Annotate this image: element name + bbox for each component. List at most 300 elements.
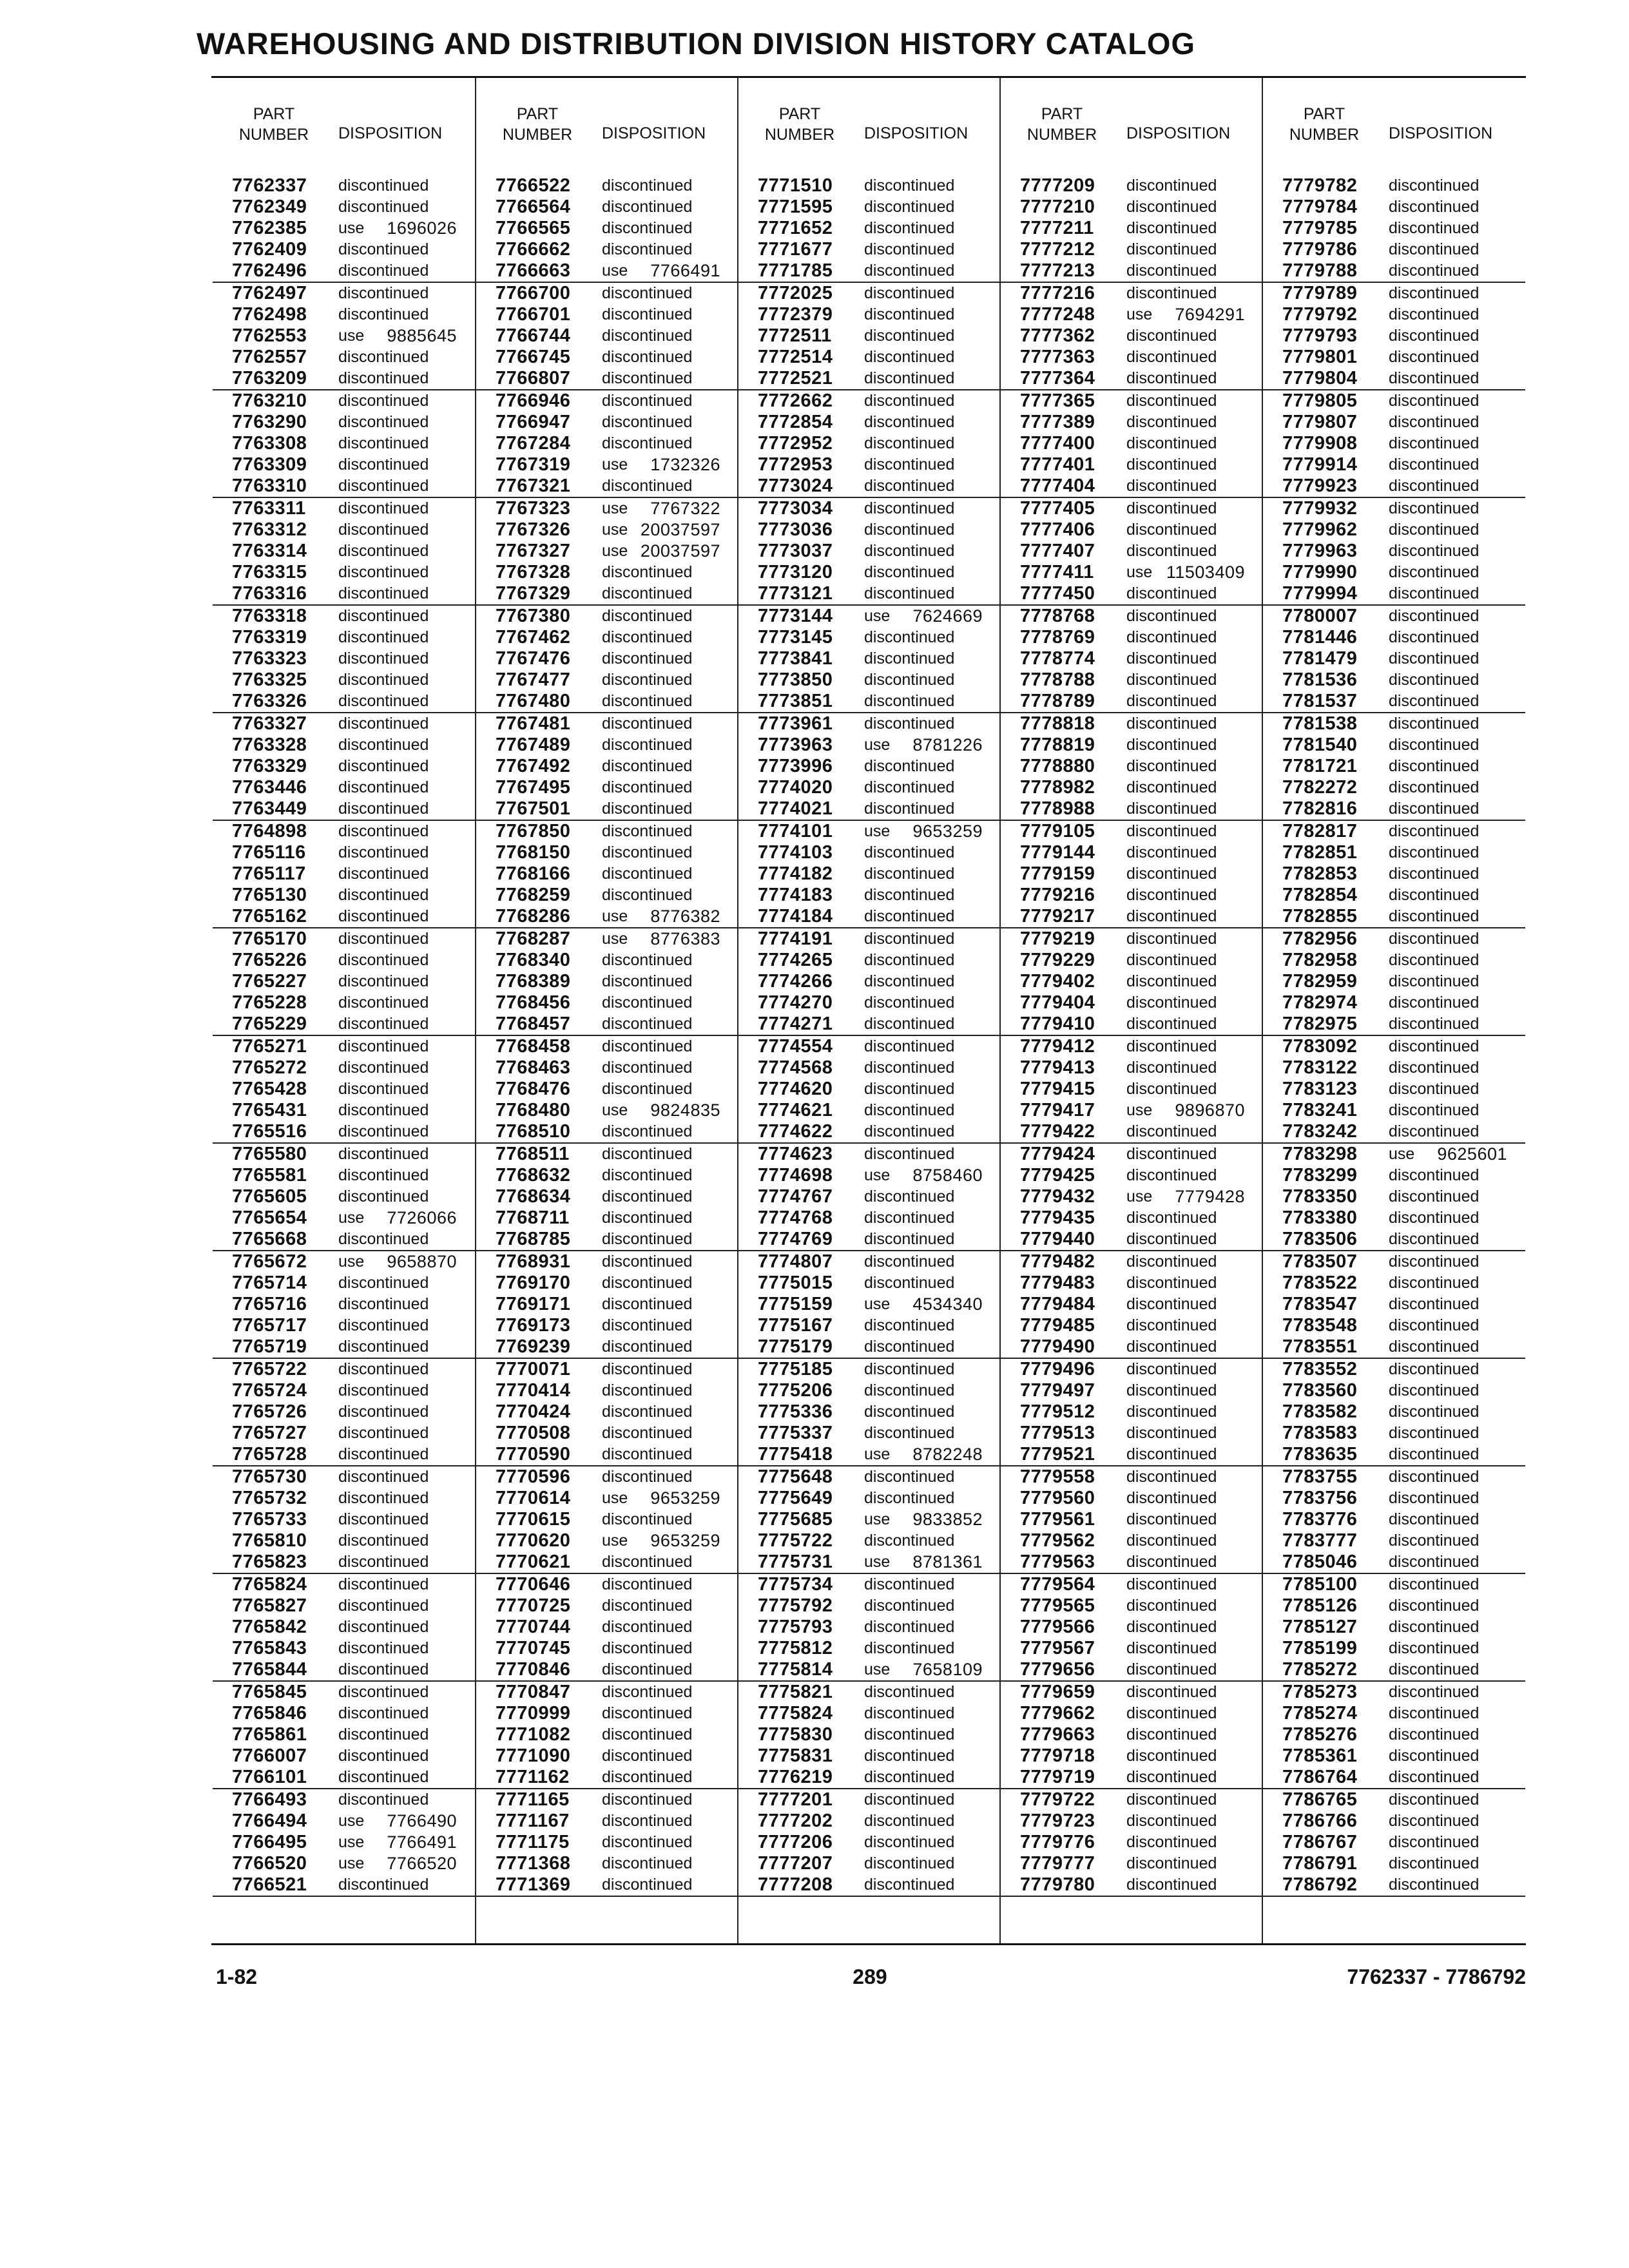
part-number: 7768510 bbox=[496, 1121, 571, 1142]
catalog-row bbox=[738, 1638, 1001, 1659]
part-number: 7786792 bbox=[1282, 1874, 1358, 1895]
disposition-use: use bbox=[338, 1812, 365, 1830]
disposition: discontinued bbox=[864, 1080, 955, 1098]
part-number: 7763323 bbox=[232, 648, 307, 669]
part-number: 7772511 bbox=[758, 325, 832, 346]
part-number: 7767380 bbox=[496, 606, 571, 626]
catalog-row bbox=[1263, 1638, 1525, 1659]
disposition: discontinued bbox=[1389, 1833, 1480, 1851]
catalog-row bbox=[1263, 735, 1525, 756]
disposition: discontinued bbox=[602, 671, 693, 689]
part-number: 7777401 bbox=[1020, 454, 1095, 475]
catalog-row bbox=[738, 950, 1001, 971]
disposition: discontinued bbox=[864, 1768, 955, 1786]
catalog-row bbox=[738, 821, 1001, 842]
disposition: discontinued bbox=[602, 240, 693, 258]
disposition: discontinued bbox=[1389, 1489, 1480, 1507]
disposition: discontinued bbox=[1126, 240, 1217, 258]
disposition: discontinued bbox=[1389, 1660, 1480, 1678]
disposition-use: use bbox=[1126, 1187, 1153, 1206]
disposition: discontinued bbox=[338, 1468, 429, 1486]
disposition: discontinued bbox=[1126, 1618, 1217, 1636]
disposition: discontinued bbox=[1389, 951, 1480, 969]
catalog-row bbox=[1001, 1509, 1263, 1530]
part-number: 7782974 bbox=[1282, 992, 1358, 1013]
part-number: 7779412 bbox=[1020, 1036, 1095, 1057]
catalog-row bbox=[1001, 347, 1263, 368]
catalog-row bbox=[1001, 1488, 1263, 1509]
part-number: 7779482 bbox=[1020, 1251, 1095, 1272]
catalog-row bbox=[476, 756, 738, 777]
catalog-row bbox=[738, 347, 1001, 368]
catalog-row bbox=[476, 218, 738, 239]
disposition: discontinued bbox=[1389, 1080, 1480, 1098]
catalog-row bbox=[1001, 1595, 1263, 1617]
part-number: 7766663 bbox=[496, 260, 571, 281]
part-number: 7777210 bbox=[1020, 197, 1095, 217]
catalog-row bbox=[738, 1874, 1001, 1897]
disposition: discontinued bbox=[1126, 865, 1217, 883]
part-number: 7778818 bbox=[1020, 713, 1095, 734]
part-number: 7765844 bbox=[232, 1659, 307, 1680]
replacement-part-number: 7779428 bbox=[1175, 1187, 1245, 1206]
catalog-row bbox=[738, 218, 1001, 239]
catalog-row bbox=[1001, 433, 1263, 454]
disposition: discontinued bbox=[1389, 1316, 1480, 1334]
disposition: discontinued bbox=[602, 348, 693, 366]
part-number: 7781537 bbox=[1282, 691, 1358, 711]
disposition: discontinued bbox=[1126, 262, 1217, 280]
disposition: discontinued bbox=[864, 1854, 955, 1872]
disposition: discontinued bbox=[1126, 198, 1217, 216]
catalog-row bbox=[738, 1315, 1001, 1336]
catalog-column-2 bbox=[475, 78, 738, 1943]
disposition-use: use bbox=[864, 1295, 891, 1313]
catalog-row bbox=[1263, 1294, 1525, 1315]
row-list bbox=[738, 175, 1001, 1897]
part-number: 7775731 bbox=[758, 1552, 833, 1572]
part-number: 7771167 bbox=[496, 1811, 570, 1831]
disposition: discontinued bbox=[864, 1639, 955, 1657]
catalog-row bbox=[213, 669, 475, 691]
part-number: 7768340 bbox=[496, 950, 571, 970]
catalog-row bbox=[213, 1659, 475, 1682]
disposition: discontinued bbox=[864, 1704, 955, 1722]
disposition: discontinued bbox=[1389, 1876, 1480, 1894]
part-number: 7765861 bbox=[232, 1724, 307, 1745]
part-number: 7779567 bbox=[1020, 1638, 1095, 1658]
catalog-row bbox=[1263, 1767, 1525, 1789]
catalog-row bbox=[1263, 1336, 1525, 1359]
disposition: discontinued bbox=[1389, 521, 1480, 539]
catalog-row bbox=[738, 519, 1001, 541]
catalog-row bbox=[476, 498, 738, 519]
disposition: discontinued bbox=[602, 1747, 693, 1765]
part-number: 7765228 bbox=[232, 992, 307, 1013]
part-number: 7779801 bbox=[1282, 347, 1358, 367]
disposition: discontinued bbox=[602, 1209, 693, 1227]
catalog-row bbox=[213, 1617, 475, 1638]
part-number: 7765733 bbox=[232, 1509, 307, 1530]
part-number: 7779963 bbox=[1282, 541, 1358, 561]
part-number: 7765271 bbox=[232, 1036, 307, 1057]
disposition: discontinued bbox=[1126, 284, 1217, 302]
part-number: 7779662 bbox=[1020, 1703, 1095, 1724]
disposition: discontinued bbox=[338, 736, 429, 754]
catalog-row bbox=[213, 583, 475, 606]
disposition: discontinued bbox=[602, 1403, 693, 1421]
disposition: discontinued bbox=[1389, 778, 1480, 796]
disposition-use: use bbox=[602, 930, 628, 948]
part-number: 7765722 bbox=[232, 1359, 307, 1379]
part-number: 7782851 bbox=[1282, 842, 1358, 863]
catalog-row bbox=[476, 390, 738, 412]
disposition: discontinued bbox=[338, 1037, 429, 1055]
part-number: 7786765 bbox=[1282, 1789, 1358, 1810]
part-number: 7772521 bbox=[758, 368, 833, 389]
part-number: 7781721 bbox=[1282, 756, 1358, 776]
disposition: discontinued bbox=[864, 1747, 955, 1765]
disposition: discontinued bbox=[338, 1122, 429, 1140]
catalog-row bbox=[476, 1121, 738, 1144]
catalog-row bbox=[738, 1444, 1001, 1466]
catalog-row bbox=[1263, 1874, 1525, 1897]
disposition: discontinued bbox=[602, 177, 693, 195]
part-number: 7771175 bbox=[496, 1832, 570, 1852]
catalog-row bbox=[476, 1595, 738, 1617]
catalog-row bbox=[1001, 476, 1263, 498]
disposition: discontinued bbox=[1126, 994, 1217, 1012]
part-number: 7783522 bbox=[1282, 1273, 1358, 1293]
part-number: 7777248 bbox=[1020, 304, 1095, 325]
catalog-row bbox=[1001, 1789, 1263, 1811]
part-number: 7776219 bbox=[758, 1767, 833, 1787]
catalog-row bbox=[213, 928, 475, 950]
part-number: 7781540 bbox=[1282, 735, 1358, 755]
disposition: discontinued bbox=[1389, 930, 1480, 948]
part-number: 7782959 bbox=[1282, 971, 1358, 992]
disposition-use: use bbox=[864, 1166, 891, 1184]
part-number: 7775792 bbox=[758, 1595, 833, 1616]
catalog-row bbox=[738, 1509, 1001, 1530]
catalog-row bbox=[476, 239, 738, 260]
catalog-row bbox=[213, 1444, 475, 1466]
catalog-row bbox=[738, 1530, 1001, 1552]
catalog-row bbox=[1263, 713, 1525, 735]
replacement-part-number: 9625601 bbox=[1437, 1144, 1507, 1164]
disposition: discontinued bbox=[338, 305, 429, 323]
part-number: 7785127 bbox=[1282, 1617, 1358, 1637]
catalog-row bbox=[738, 1144, 1001, 1165]
disposition: discontinued bbox=[1389, 584, 1480, 602]
disposition: discontinued bbox=[1126, 886, 1217, 904]
part-number: 7779792 bbox=[1282, 304, 1358, 325]
disposition: discontinued bbox=[338, 177, 429, 195]
replacement-part-number: 8781361 bbox=[912, 1552, 983, 1571]
disposition: discontinued bbox=[1126, 477, 1217, 495]
catalog-row bbox=[738, 433, 1001, 454]
catalog-row bbox=[1263, 1832, 1525, 1853]
disposition: discontinued bbox=[864, 413, 955, 431]
disposition: discontinued bbox=[864, 1015, 955, 1033]
disposition: discontinued bbox=[1126, 1532, 1217, 1550]
part-number: 7778774 bbox=[1020, 648, 1095, 669]
replacement-part-number: 7766490 bbox=[387, 1811, 457, 1831]
catalog-row bbox=[1001, 1767, 1263, 1789]
part-number: 7767489 bbox=[496, 735, 571, 755]
catalog-row bbox=[476, 1682, 738, 1703]
part-number: 7782272 bbox=[1282, 777, 1358, 798]
catalog-row bbox=[476, 1745, 738, 1767]
part-number: 7765719 bbox=[232, 1336, 307, 1357]
part-number: 7768287 bbox=[496, 928, 571, 949]
catalog-row bbox=[1263, 1380, 1525, 1401]
catalog-row bbox=[476, 368, 738, 390]
catalog-row bbox=[213, 1767, 475, 1789]
disposition: discontinued bbox=[338, 1683, 429, 1701]
catalog-row bbox=[1263, 583, 1525, 606]
disposition: discontinued bbox=[864, 1145, 955, 1163]
part-number: 7779497 bbox=[1020, 1380, 1095, 1401]
catalog-row bbox=[1001, 218, 1263, 239]
catalog-row bbox=[1263, 412, 1525, 433]
part-number: 7779962 bbox=[1282, 519, 1358, 540]
disposition: discontinued bbox=[864, 348, 955, 366]
disposition-use: use bbox=[338, 219, 365, 237]
disposition: discontinued bbox=[1126, 1639, 1217, 1657]
catalog-row bbox=[1263, 1595, 1525, 1617]
disposition: discontinued bbox=[1126, 1575, 1217, 1593]
catalog-row bbox=[738, 476, 1001, 498]
disposition: discontinued bbox=[602, 736, 693, 754]
disposition: discontinued bbox=[338, 994, 429, 1012]
part-number: 7765654 bbox=[232, 1207, 307, 1228]
part-number: 7775814 bbox=[758, 1659, 833, 1680]
catalog-row bbox=[738, 1294, 1001, 1315]
part-number: 7786764 bbox=[1282, 1767, 1358, 1787]
catalog-row bbox=[213, 1359, 475, 1380]
part-number: 7779560 bbox=[1020, 1488, 1095, 1508]
part-number: 7763319 bbox=[232, 627, 307, 648]
part-number: 7765823 bbox=[232, 1552, 307, 1572]
disposition: discontinued bbox=[864, 1791, 955, 1809]
part-number: 7763309 bbox=[232, 454, 307, 475]
disposition: discontinued bbox=[602, 1553, 693, 1571]
disposition: discontinued bbox=[1126, 1015, 1217, 1033]
disposition: discontinued bbox=[1126, 177, 1217, 195]
part-number: 7766807 bbox=[496, 368, 571, 389]
part-number: 7773841 bbox=[758, 648, 833, 669]
disposition: discontinued bbox=[1126, 1553, 1217, 1571]
disposition: discontinued bbox=[1126, 521, 1217, 539]
disposition: discontinued bbox=[864, 1187, 955, 1206]
disposition: discontinued bbox=[1389, 1274, 1480, 1292]
catalog-row bbox=[1001, 239, 1263, 260]
catalog-row bbox=[1001, 175, 1263, 197]
part-number: 7771785 bbox=[758, 260, 833, 281]
catalog-row bbox=[476, 1638, 738, 1659]
disposition: discontinued bbox=[864, 219, 955, 237]
part-number: 7763327 bbox=[232, 713, 307, 734]
part-number: 7778788 bbox=[1020, 669, 1095, 690]
part-number: 7764898 bbox=[232, 821, 307, 841]
catalog-row bbox=[213, 1100, 475, 1121]
disposition: discontinued bbox=[338, 1015, 429, 1033]
part-number: 7783552 bbox=[1282, 1359, 1358, 1379]
disposition: discontinued bbox=[338, 456, 429, 474]
catalog-row bbox=[213, 412, 475, 433]
part-number: 7767476 bbox=[496, 648, 571, 669]
disposition: discontinued bbox=[1389, 434, 1480, 452]
part-number: 7763312 bbox=[232, 519, 307, 540]
disposition: discontinued bbox=[864, 177, 955, 195]
catalog-row bbox=[1263, 197, 1525, 218]
catalog-row bbox=[476, 1229, 738, 1251]
catalog-row bbox=[738, 1832, 1001, 1853]
catalog-row bbox=[738, 197, 1001, 218]
catalog-row bbox=[1001, 627, 1263, 648]
catalog-row bbox=[476, 1251, 738, 1273]
catalog-row bbox=[1001, 1315, 1263, 1336]
catalog-row bbox=[1263, 1014, 1525, 1036]
catalog-row bbox=[476, 1530, 738, 1552]
catalog-row bbox=[1001, 1638, 1263, 1659]
catalog-row bbox=[476, 1617, 738, 1638]
part-number: 7785274 bbox=[1282, 1703, 1358, 1724]
part-number: 7778880 bbox=[1020, 756, 1095, 776]
disposition: discontinued bbox=[338, 1553, 429, 1571]
part-number: 7768634 bbox=[496, 1186, 571, 1207]
part-number: 7781446 bbox=[1282, 627, 1358, 648]
disposition: discontinued bbox=[864, 456, 955, 474]
disposition: discontinued bbox=[338, 584, 429, 602]
part-number: 7777209 bbox=[1020, 175, 1095, 196]
disposition: discontinued bbox=[1126, 671, 1217, 689]
part-number: 7779229 bbox=[1020, 950, 1095, 970]
part-number: 7765116 bbox=[232, 842, 306, 863]
disposition: discontinued bbox=[1126, 715, 1217, 733]
catalog-row bbox=[1001, 454, 1263, 476]
part-number: 7771090 bbox=[496, 1745, 571, 1766]
disposition: discontinued bbox=[1126, 434, 1217, 452]
catalog-row bbox=[476, 863, 738, 885]
disposition: discontinued bbox=[864, 1876, 955, 1894]
catalog-row bbox=[1001, 1144, 1263, 1165]
disposition: discontinued bbox=[602, 327, 693, 345]
disposition: discontinued bbox=[864, 262, 955, 280]
catalog-row bbox=[1263, 1659, 1525, 1682]
disposition: discontinued bbox=[338, 1618, 429, 1636]
catalog-row bbox=[1263, 1359, 1525, 1380]
catalog-row bbox=[1001, 971, 1263, 992]
disposition: discontinued bbox=[1389, 1445, 1480, 1463]
part-number: 7779563 bbox=[1020, 1552, 1095, 1572]
disposition: discontinued bbox=[864, 1101, 955, 1119]
part-number: 7773850 bbox=[758, 669, 833, 690]
catalog-title: WAREHOUSING AND DISTRIBUTION DIVISION HISTORY CATALOG bbox=[196, 26, 1196, 61]
part-number: 7771368 bbox=[496, 1853, 571, 1874]
row-list bbox=[1263, 175, 1525, 1897]
catalog-row bbox=[476, 325, 738, 347]
disposition: discontinued bbox=[338, 1295, 429, 1313]
catalog-row bbox=[738, 1617, 1001, 1638]
catalog-row bbox=[1263, 304, 1525, 325]
part-number: 7772662 bbox=[758, 390, 833, 411]
catalog-row bbox=[476, 454, 738, 476]
disposition: discontinued bbox=[602, 1812, 693, 1830]
disposition: discontinued bbox=[602, 843, 693, 861]
catalog-row bbox=[476, 1488, 738, 1509]
catalog-row bbox=[476, 906, 738, 928]
disposition: discontinued bbox=[338, 1230, 429, 1248]
part-number: 7770614 bbox=[496, 1488, 571, 1508]
part-number: 7779914 bbox=[1282, 454, 1358, 475]
part-number: 7779512 bbox=[1020, 1401, 1095, 1422]
part-number-header: PART NUMBER bbox=[764, 105, 835, 144]
part-number: 7773034 bbox=[758, 498, 833, 519]
disposition: discontinued bbox=[602, 584, 693, 602]
replacement-part-number: 7726066 bbox=[387, 1208, 457, 1227]
disposition: discontinued bbox=[1389, 1597, 1480, 1615]
catalog-row bbox=[1263, 1401, 1525, 1423]
part-number: 7779718 bbox=[1020, 1745, 1095, 1766]
part-number: 7779777 bbox=[1020, 1853, 1095, 1874]
catalog-row bbox=[738, 1423, 1001, 1444]
disposition: discontinued bbox=[338, 1597, 429, 1615]
catalog-row bbox=[738, 325, 1001, 347]
part-number: 7770646 bbox=[496, 1574, 571, 1595]
disposition: discontinued bbox=[864, 994, 955, 1012]
disposition: discontinued bbox=[864, 1403, 955, 1421]
disposition: discontinued bbox=[1389, 972, 1480, 990]
disposition-use: use bbox=[864, 607, 891, 625]
catalog-column-1 bbox=[213, 78, 475, 1943]
disposition: discontinued bbox=[1126, 607, 1217, 625]
part-number: 7785100 bbox=[1282, 1574, 1358, 1595]
disposition: discontinued bbox=[602, 1683, 693, 1701]
catalog-row bbox=[213, 971, 475, 992]
catalog-row bbox=[1263, 1853, 1525, 1874]
catalog-row bbox=[1001, 1874, 1263, 1897]
replacement-part-number: 7766520 bbox=[387, 1854, 457, 1873]
disposition: discontinued bbox=[338, 715, 429, 733]
catalog-row bbox=[738, 992, 1001, 1014]
part-number: 7777207 bbox=[758, 1853, 833, 1874]
part-number: 7780007 bbox=[1282, 606, 1358, 626]
catalog-row bbox=[1001, 283, 1263, 304]
catalog-row bbox=[1263, 433, 1525, 454]
disposition: discontinued bbox=[338, 198, 429, 216]
part-number: 7779932 bbox=[1282, 498, 1358, 519]
catalog-row bbox=[213, 1530, 475, 1552]
disposition: discontinued bbox=[1389, 736, 1480, 754]
part-number: 7786766 bbox=[1282, 1811, 1358, 1831]
catalog-row bbox=[476, 1509, 738, 1530]
part-number: 7775418 bbox=[758, 1444, 833, 1465]
part-number: 7771162 bbox=[496, 1767, 570, 1787]
part-number: 7775337 bbox=[758, 1423, 833, 1443]
disposition: discontinued bbox=[1389, 715, 1480, 733]
disposition: discontinued bbox=[1389, 305, 1480, 323]
disposition: discontinued bbox=[602, 1166, 693, 1184]
disposition: discontinued bbox=[338, 692, 429, 710]
part-number: 7783122 bbox=[1282, 1057, 1358, 1078]
part-number: 7767323 bbox=[496, 498, 571, 519]
disposition: discontinued bbox=[338, 628, 429, 646]
catalog-row bbox=[1263, 1057, 1525, 1079]
catalog-row bbox=[213, 777, 475, 798]
disposition: discontinued bbox=[1126, 1059, 1217, 1077]
